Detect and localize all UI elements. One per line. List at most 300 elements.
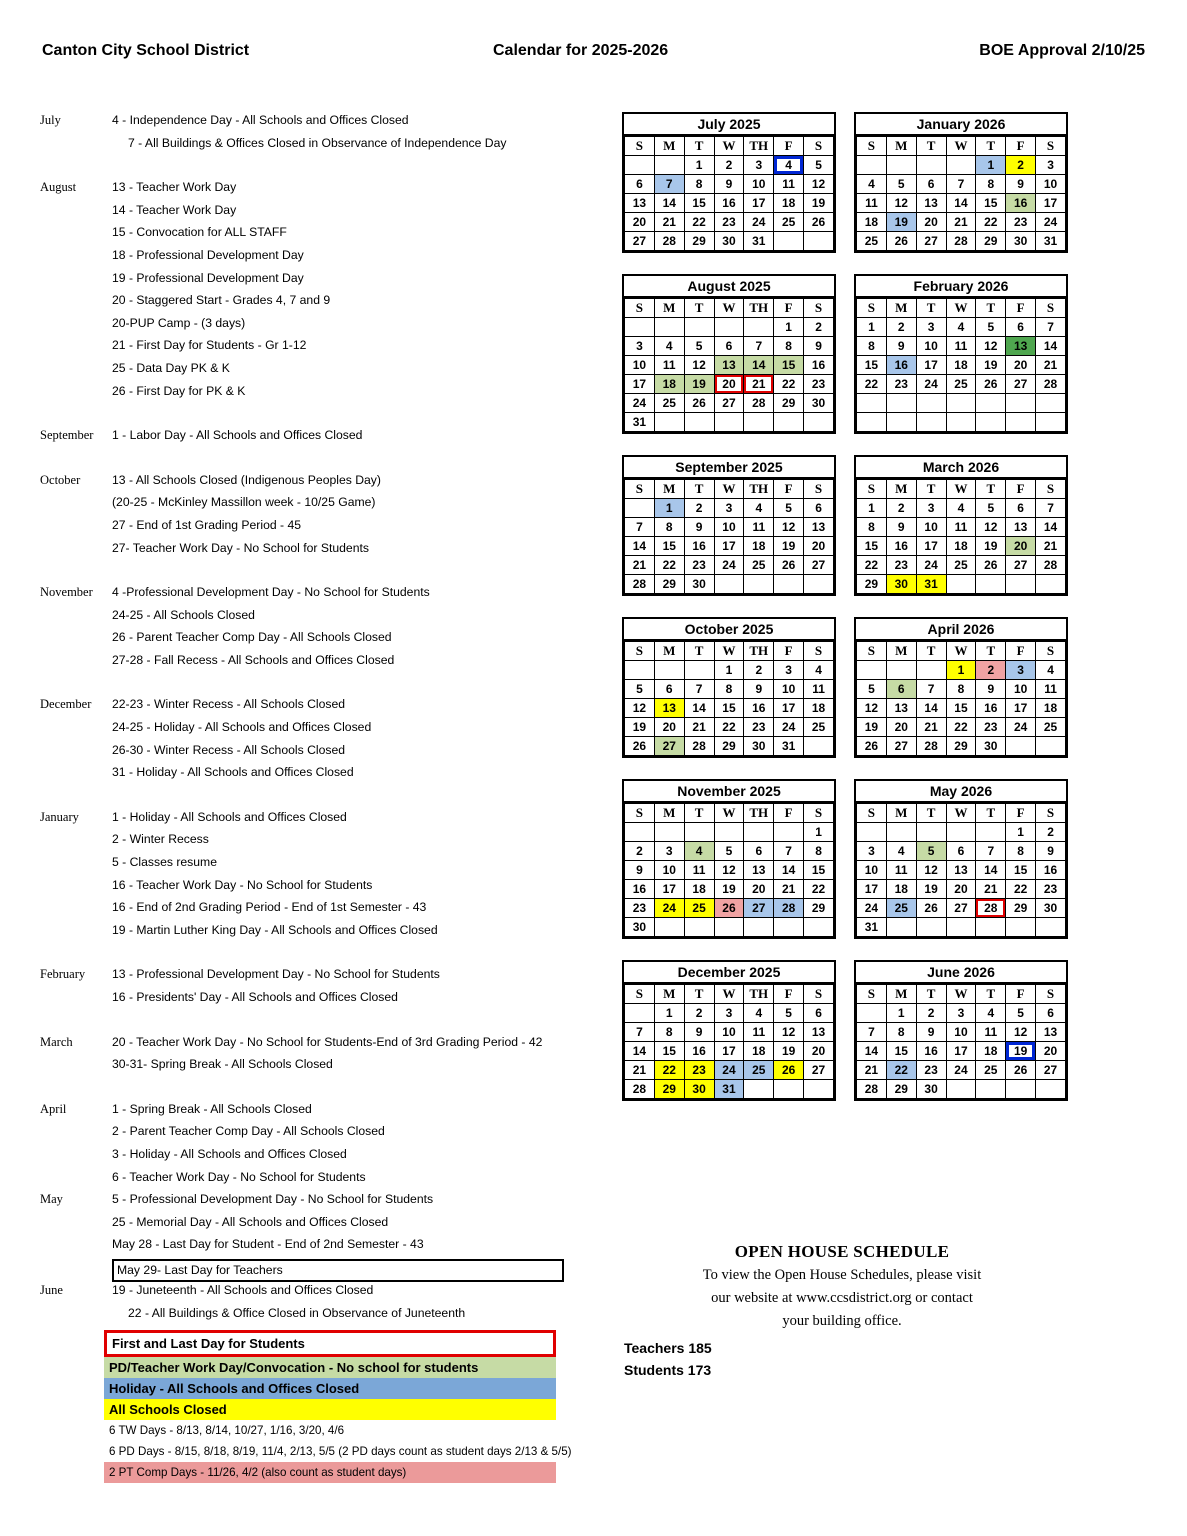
day-cell[interactable]: 10	[946, 1023, 976, 1042]
day-cell[interactable]: 8	[654, 1023, 684, 1042]
day-cell[interactable]: 30	[625, 918, 655, 937]
day-cell[interactable]: 8	[946, 680, 976, 699]
day-cell[interactable]: 8	[886, 1023, 916, 1042]
day-cell[interactable]: 1	[976, 156, 1006, 175]
day-cell[interactable]: 30	[804, 394, 834, 413]
day-cell[interactable]: 28	[654, 232, 684, 251]
day-cell[interactable]: 29	[857, 575, 887, 594]
day-cell[interactable]: 1	[684, 156, 714, 175]
day-cell[interactable]: 26	[774, 556, 804, 575]
day-cell[interactable]: 6	[916, 175, 946, 194]
day-cell[interactable]: 5	[886, 175, 916, 194]
day-cell[interactable]: 4	[684, 842, 714, 861]
day-cell[interactable]: 6	[804, 499, 834, 518]
day-cell[interactable]: 10	[774, 680, 804, 699]
day-cell[interactable]: 1	[886, 1004, 916, 1023]
day-cell[interactable]: 31	[774, 737, 804, 756]
day-cell[interactable]: 19	[714, 880, 744, 899]
day-cell[interactable]: 24	[714, 1061, 744, 1080]
day-cell[interactable]: 25	[654, 394, 684, 413]
day-cell[interactable]: 24	[1006, 718, 1036, 737]
day-cell[interactable]: 4	[774, 156, 804, 175]
day-cell[interactable]: 6	[1006, 318, 1036, 337]
day-cell[interactable]: 10	[916, 337, 946, 356]
day-cell[interactable]: 20	[946, 880, 976, 899]
day-cell[interactable]: 15	[684, 194, 714, 213]
day-cell[interactable]: 4	[804, 661, 834, 680]
day-cell[interactable]: 28	[946, 232, 976, 251]
day-cell[interactable]: 22	[654, 1061, 684, 1080]
day-cell[interactable]: 6	[946, 842, 976, 861]
day-cell[interactable]: 10	[744, 175, 774, 194]
day-cell[interactable]: 22	[976, 213, 1006, 232]
day-cell[interactable]: 25	[886, 899, 916, 918]
day-cell[interactable]: 30	[916, 1080, 946, 1099]
day-cell[interactable]: 29	[684, 232, 714, 251]
day-cell[interactable]: 1	[654, 1004, 684, 1023]
day-cell[interactable]: 18	[744, 1042, 774, 1061]
day-cell[interactable]: 6	[1006, 499, 1036, 518]
day-cell[interactable]: 1	[857, 499, 887, 518]
day-cell[interactable]: 3	[774, 661, 804, 680]
day-cell[interactable]: 25	[684, 899, 714, 918]
day-cell[interactable]: 3	[744, 156, 774, 175]
day-cell[interactable]: 12	[774, 1023, 804, 1042]
day-cell[interactable]: 31	[744, 232, 774, 251]
day-cell[interactable]: 12	[774, 518, 804, 537]
day-cell[interactable]: 20	[916, 213, 946, 232]
day-cell[interactable]: 27	[744, 899, 774, 918]
day-cell[interactable]: 25	[857, 232, 887, 251]
day-cell[interactable]: 14	[1036, 337, 1066, 356]
day-cell[interactable]: 17	[1036, 194, 1066, 213]
day-cell[interactable]: 12	[886, 194, 916, 213]
day-cell[interactable]: 11	[946, 518, 976, 537]
day-cell[interactable]: 7	[654, 175, 684, 194]
day-cell[interactable]: 1	[714, 661, 744, 680]
day-cell[interactable]: 24	[946, 1061, 976, 1080]
day-cell[interactable]: 30	[684, 575, 714, 594]
day-cell[interactable]: 24	[916, 556, 946, 575]
day-cell[interactable]: 11	[976, 1023, 1006, 1042]
day-cell[interactable]: 11	[1036, 680, 1066, 699]
day-cell[interactable]: 22	[1006, 880, 1036, 899]
day-cell[interactable]: 12	[916, 861, 946, 880]
day-cell[interactable]: 23	[714, 213, 744, 232]
day-cell[interactable]: 9	[1036, 842, 1066, 861]
day-cell[interactable]: 16	[886, 356, 916, 375]
day-cell[interactable]: 2	[625, 842, 655, 861]
day-cell[interactable]: 13	[804, 518, 834, 537]
day-cell[interactable]: 2	[886, 499, 916, 518]
day-cell[interactable]: 27	[916, 232, 946, 251]
day-cell[interactable]: 5	[976, 499, 1006, 518]
day-cell[interactable]: 13	[714, 356, 744, 375]
day-cell[interactable]: 22	[774, 375, 804, 394]
day-cell[interactable]: 4	[744, 1004, 774, 1023]
day-cell[interactable]: 15	[1006, 861, 1036, 880]
day-cell[interactable]: 4	[1036, 661, 1066, 680]
day-cell[interactable]: 8	[774, 337, 804, 356]
day-cell[interactable]: 28	[774, 899, 804, 918]
day-cell[interactable]: 2	[1036, 823, 1066, 842]
day-cell[interactable]: 2	[976, 661, 1006, 680]
day-cell[interactable]: 19	[625, 718, 655, 737]
day-cell[interactable]: 8	[714, 680, 744, 699]
day-cell[interactable]: 19	[804, 194, 834, 213]
day-cell[interactable]: 3	[625, 337, 655, 356]
day-cell[interactable]: 13	[804, 1023, 834, 1042]
day-cell[interactable]: 20	[714, 375, 744, 394]
day-cell[interactable]: 22	[886, 1061, 916, 1080]
day-cell[interactable]: 25	[946, 556, 976, 575]
day-cell[interactable]: 13	[744, 861, 774, 880]
day-cell[interactable]: 9	[684, 1023, 714, 1042]
day-cell[interactable]: 19	[774, 1042, 804, 1061]
day-cell[interactable]: 25	[744, 1061, 774, 1080]
day-cell[interactable]: 7	[946, 175, 976, 194]
day-cell[interactable]: 30	[1006, 232, 1036, 251]
day-cell[interactable]: 28	[684, 737, 714, 756]
day-cell[interactable]: 5	[976, 318, 1006, 337]
day-cell[interactable]: 4	[744, 499, 774, 518]
day-cell[interactable]: 2	[886, 318, 916, 337]
day-cell[interactable]: 15	[804, 861, 834, 880]
day-cell[interactable]: 29	[714, 737, 744, 756]
day-cell[interactable]: 25	[774, 213, 804, 232]
day-cell[interactable]: 5	[684, 337, 714, 356]
day-cell[interactable]: 31	[916, 575, 946, 594]
day-cell[interactable]: 25	[744, 556, 774, 575]
day-cell[interactable]: 10	[654, 861, 684, 880]
day-cell[interactable]: 26	[857, 737, 887, 756]
day-cell[interactable]: 15	[654, 1042, 684, 1061]
day-cell[interactable]: 31	[714, 1080, 744, 1099]
day-cell[interactable]: 6	[1036, 1004, 1066, 1023]
day-cell[interactable]: 18	[1036, 699, 1066, 718]
day-cell[interactable]: 11	[684, 861, 714, 880]
day-cell[interactable]: 29	[976, 232, 1006, 251]
day-cell[interactable]: 24	[857, 899, 887, 918]
day-cell[interactable]: 27	[625, 232, 655, 251]
day-cell[interactable]: 18	[946, 356, 976, 375]
day-cell[interactable]: 24	[774, 718, 804, 737]
day-cell[interactable]: 14	[625, 1042, 655, 1061]
day-cell[interactable]: 21	[1036, 537, 1066, 556]
day-cell[interactable]: 15	[774, 356, 804, 375]
day-cell[interactable]: 17	[857, 880, 887, 899]
day-cell[interactable]: 7	[1036, 499, 1066, 518]
day-cell[interactable]: 17	[744, 194, 774, 213]
day-cell[interactable]: 21	[857, 1061, 887, 1080]
day-cell[interactable]: 18	[774, 194, 804, 213]
day-cell[interactable]: 6	[886, 680, 916, 699]
day-cell[interactable]: 10	[1036, 175, 1066, 194]
day-cell[interactable]: 21	[654, 213, 684, 232]
day-cell[interactable]: 24	[744, 213, 774, 232]
day-cell[interactable]: 10	[916, 518, 946, 537]
day-cell[interactable]: 17	[714, 1042, 744, 1061]
day-cell[interactable]: 30	[714, 232, 744, 251]
day-cell[interactable]: 26	[976, 375, 1006, 394]
day-cell[interactable]: 5	[714, 842, 744, 861]
day-cell[interactable]: 24	[1036, 213, 1066, 232]
day-cell[interactable]: 13	[1006, 337, 1036, 356]
day-cell[interactable]: 31	[1036, 232, 1066, 251]
day-cell[interactable]: 15	[886, 1042, 916, 1061]
day-cell[interactable]: 28	[625, 1080, 655, 1099]
day-cell[interactable]: 20	[744, 880, 774, 899]
day-cell[interactable]: 2	[684, 499, 714, 518]
day-cell[interactable]: 22	[857, 556, 887, 575]
day-cell[interactable]: 8	[684, 175, 714, 194]
day-cell[interactable]: 15	[857, 356, 887, 375]
day-cell[interactable]: 17	[714, 537, 744, 556]
day-cell[interactable]: 16	[684, 537, 714, 556]
day-cell[interactable]: 16	[916, 1042, 946, 1061]
day-cell[interactable]: 10	[714, 518, 744, 537]
day-cell[interactable]: 18	[857, 213, 887, 232]
day-cell[interactable]: 16	[804, 356, 834, 375]
day-cell[interactable]: 21	[976, 880, 1006, 899]
day-cell[interactable]: 25	[976, 1061, 1006, 1080]
day-cell[interactable]: 17	[625, 375, 655, 394]
day-cell[interactable]: 14	[654, 194, 684, 213]
day-cell[interactable]: 30	[1036, 899, 1066, 918]
day-cell[interactable]: 22	[714, 718, 744, 737]
day-cell[interactable]: 28	[744, 394, 774, 413]
day-cell[interactable]: 1	[774, 318, 804, 337]
day-cell[interactable]: 16	[976, 699, 1006, 718]
day-cell[interactable]: 29	[804, 899, 834, 918]
day-cell[interactable]: 20	[1006, 537, 1036, 556]
day-cell[interactable]: 30	[684, 1080, 714, 1099]
day-cell[interactable]: 9	[744, 680, 774, 699]
day-cell[interactable]: 11	[886, 861, 916, 880]
day-cell[interactable]: 2	[916, 1004, 946, 1023]
day-cell[interactable]: 12	[976, 337, 1006, 356]
day-cell[interactable]: 23	[1036, 880, 1066, 899]
day-cell[interactable]: 2	[684, 1004, 714, 1023]
day-cell[interactable]: 8	[654, 518, 684, 537]
day-cell[interactable]: 29	[654, 1080, 684, 1099]
day-cell[interactable]: 23	[976, 718, 1006, 737]
day-cell[interactable]: 10	[1006, 680, 1036, 699]
day-cell[interactable]: 21	[1036, 356, 1066, 375]
day-cell[interactable]: 4	[857, 175, 887, 194]
day-cell[interactable]: 14	[744, 356, 774, 375]
day-cell[interactable]: 14	[916, 699, 946, 718]
day-cell[interactable]: 7	[1036, 318, 1066, 337]
day-cell[interactable]: 22	[654, 556, 684, 575]
day-cell[interactable]: 7	[857, 1023, 887, 1042]
day-cell[interactable]: 9	[625, 861, 655, 880]
day-cell[interactable]: 2	[1006, 156, 1036, 175]
day-cell[interactable]: 29	[946, 737, 976, 756]
day-cell[interactable]: 4	[946, 318, 976, 337]
day-cell[interactable]: 20	[886, 718, 916, 737]
day-cell[interactable]: 18	[976, 1042, 1006, 1061]
day-cell[interactable]: 15	[857, 537, 887, 556]
day-cell[interactable]: 7	[625, 518, 655, 537]
day-cell[interactable]: 28	[857, 1080, 887, 1099]
day-cell[interactable]: 6	[804, 1004, 834, 1023]
day-cell[interactable]: 16	[744, 699, 774, 718]
day-cell[interactable]: 24	[625, 394, 655, 413]
day-cell[interactable]: 17	[916, 537, 946, 556]
day-cell[interactable]: 19	[774, 537, 804, 556]
day-cell[interactable]: 5	[1006, 1004, 1036, 1023]
day-cell[interactable]: 26	[1006, 1061, 1036, 1080]
day-cell[interactable]: 9	[1006, 175, 1036, 194]
day-cell[interactable]: 13	[625, 194, 655, 213]
day-cell[interactable]: 19	[857, 718, 887, 737]
day-cell[interactable]: 17	[946, 1042, 976, 1061]
day-cell[interactable]: 20	[654, 718, 684, 737]
day-cell[interactable]: 6	[744, 842, 774, 861]
day-cell[interactable]: 3	[654, 842, 684, 861]
day-cell[interactable]: 3	[916, 499, 946, 518]
day-cell[interactable]: 24	[654, 899, 684, 918]
day-cell[interactable]: 8	[857, 337, 887, 356]
day-cell[interactable]: 14	[625, 537, 655, 556]
day-cell[interactable]: 7	[625, 1023, 655, 1042]
day-cell[interactable]: 27	[1036, 1061, 1066, 1080]
day-cell[interactable]: 12	[625, 699, 655, 718]
day-cell[interactable]: 26	[804, 213, 834, 232]
day-cell[interactable]: 7	[774, 842, 804, 861]
day-cell[interactable]: 24	[714, 556, 744, 575]
day-cell[interactable]: 4	[976, 1004, 1006, 1023]
day-cell[interactable]: 12	[804, 175, 834, 194]
day-cell[interactable]: 7	[684, 680, 714, 699]
day-cell[interactable]: 20	[1036, 1042, 1066, 1061]
day-cell[interactable]: 9	[804, 337, 834, 356]
day-cell[interactable]: 18	[946, 537, 976, 556]
day-cell[interactable]: 29	[1006, 899, 1036, 918]
day-cell[interactable]: 23	[916, 1061, 946, 1080]
day-cell[interactable]: 21	[625, 556, 655, 575]
day-cell[interactable]: 7	[976, 842, 1006, 861]
day-cell[interactable]: 20	[625, 213, 655, 232]
day-cell[interactable]: 14	[1036, 518, 1066, 537]
day-cell[interactable]: 27	[654, 737, 684, 756]
day-cell[interactable]: 19	[976, 537, 1006, 556]
day-cell[interactable]: 18	[886, 880, 916, 899]
day-cell[interactable]: 13	[1036, 1023, 1066, 1042]
day-cell[interactable]: 22	[684, 213, 714, 232]
day-cell[interactable]: 26	[976, 556, 1006, 575]
day-cell[interactable]: 22	[857, 375, 887, 394]
day-cell[interactable]: 5	[625, 680, 655, 699]
day-cell[interactable]: 9	[916, 1023, 946, 1042]
day-cell[interactable]: 10	[625, 356, 655, 375]
day-cell[interactable]: 27	[804, 1061, 834, 1080]
day-cell[interactable]: 15	[654, 537, 684, 556]
day-cell[interactable]: 23	[744, 718, 774, 737]
day-cell[interactable]: 11	[804, 680, 834, 699]
day-cell[interactable]: 16	[714, 194, 744, 213]
day-cell[interactable]: 20	[804, 1042, 834, 1061]
day-cell[interactable]: 2	[744, 661, 774, 680]
day-cell[interactable]: 20	[1006, 356, 1036, 375]
day-cell[interactable]: 21	[684, 718, 714, 737]
day-cell[interactable]: 9	[886, 518, 916, 537]
day-cell[interactable]: 15	[976, 194, 1006, 213]
day-cell[interactable]: 1	[654, 499, 684, 518]
day-cell[interactable]: 10	[857, 861, 887, 880]
day-cell[interactable]: 19	[684, 375, 714, 394]
day-cell[interactable]: 2	[714, 156, 744, 175]
day-cell[interactable]: 8	[804, 842, 834, 861]
day-cell[interactable]: 30	[744, 737, 774, 756]
day-cell[interactable]: 22	[946, 718, 976, 737]
day-cell[interactable]: 10	[714, 1023, 744, 1042]
day-cell[interactable]: 1	[946, 661, 976, 680]
day-cell[interactable]: 12	[857, 699, 887, 718]
day-cell[interactable]: 2	[804, 318, 834, 337]
day-cell[interactable]: 11	[654, 356, 684, 375]
day-cell[interactable]: 27	[886, 737, 916, 756]
day-cell[interactable]: 12	[976, 518, 1006, 537]
day-cell[interactable]: 12	[684, 356, 714, 375]
day-cell[interactable]: 16	[1006, 194, 1036, 213]
day-cell[interactable]: 3	[1006, 661, 1036, 680]
day-cell[interactable]: 5	[774, 499, 804, 518]
day-cell[interactable]: 25	[946, 375, 976, 394]
day-cell[interactable]: 25	[804, 718, 834, 737]
day-cell[interactable]: 27	[946, 899, 976, 918]
day-cell[interactable]: 21	[774, 880, 804, 899]
day-cell[interactable]: 3	[946, 1004, 976, 1023]
day-cell[interactable]: 19	[916, 880, 946, 899]
day-cell[interactable]: 7	[916, 680, 946, 699]
day-cell[interactable]: 21	[744, 375, 774, 394]
day-cell[interactable]: 26	[886, 232, 916, 251]
day-cell[interactable]: 17	[654, 880, 684, 899]
day-cell[interactable]: 27	[804, 556, 834, 575]
day-cell[interactable]: 27	[1006, 375, 1036, 394]
day-cell[interactable]: 26	[774, 1061, 804, 1080]
day-cell[interactable]: 21	[916, 718, 946, 737]
day-cell[interactable]: 21	[946, 213, 976, 232]
day-cell[interactable]: 3	[714, 1004, 744, 1023]
day-cell[interactable]: 11	[774, 175, 804, 194]
day-cell[interactable]: 8	[976, 175, 1006, 194]
day-cell[interactable]: 1	[857, 318, 887, 337]
day-cell[interactable]: 8	[1006, 842, 1036, 861]
day-cell[interactable]: 4	[886, 842, 916, 861]
day-cell[interactable]: 16	[886, 537, 916, 556]
day-cell[interactable]: 23	[886, 375, 916, 394]
day-cell[interactable]: 13	[886, 699, 916, 718]
day-cell[interactable]: 5	[857, 680, 887, 699]
day-cell[interactable]: 19	[1006, 1042, 1036, 1061]
day-cell[interactable]: 13	[946, 861, 976, 880]
day-cell[interactable]: 27	[714, 394, 744, 413]
day-cell[interactable]: 23	[625, 899, 655, 918]
day-cell[interactable]: 3	[916, 318, 946, 337]
day-cell[interactable]: 30	[886, 575, 916, 594]
day-cell[interactable]: 18	[804, 699, 834, 718]
day-cell[interactable]: 23	[804, 375, 834, 394]
day-cell[interactable]: 23	[886, 556, 916, 575]
day-cell[interactable]: 9	[714, 175, 744, 194]
day-cell[interactable]: 14	[684, 699, 714, 718]
day-cell[interactable]: 18	[684, 880, 714, 899]
day-cell[interactable]: 9	[886, 337, 916, 356]
day-cell[interactable]: 25	[1036, 718, 1066, 737]
